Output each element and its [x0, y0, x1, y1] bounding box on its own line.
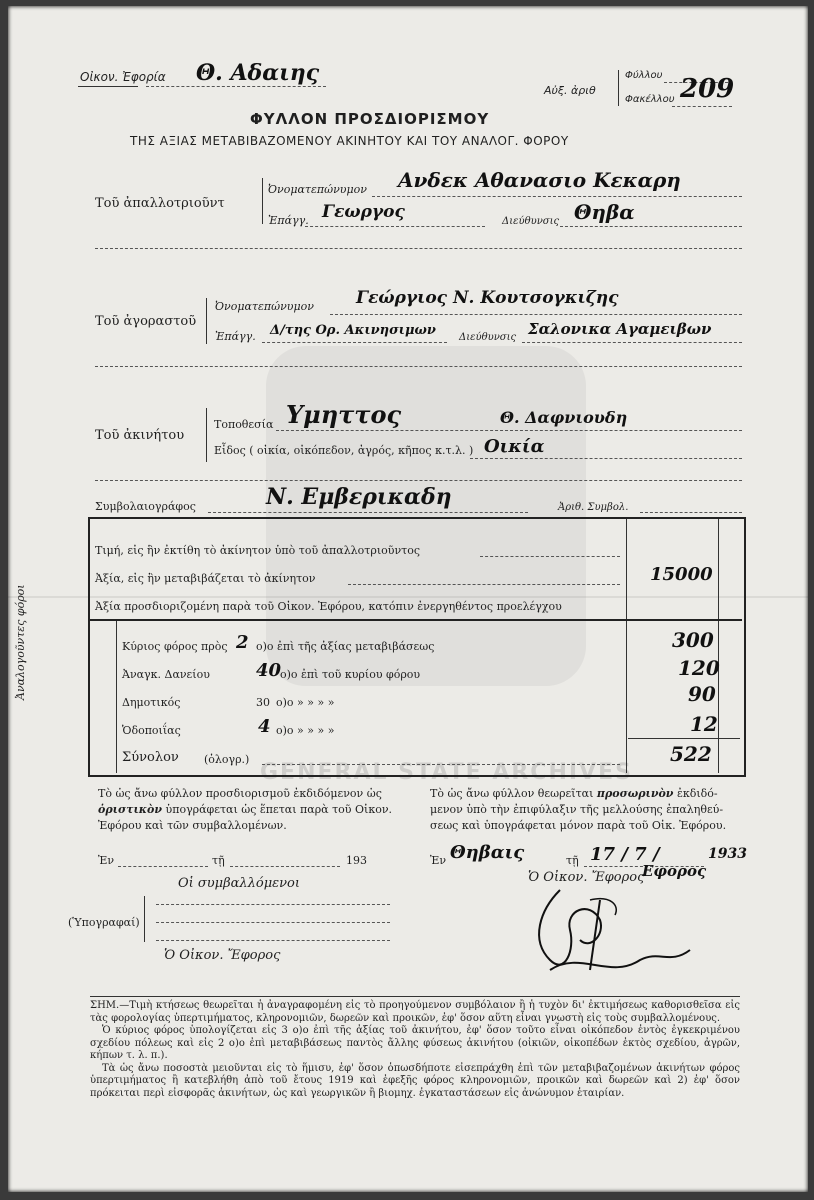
left-officer-label: Ὁ Οἰκον. Ἔφορος — [164, 948, 281, 963]
total-value: 522 — [670, 742, 712, 766]
buyer-address-value: Σαλονικα Αγαμειβων — [528, 320, 712, 338]
tax-row-roads-rate: 4 — [258, 716, 271, 737]
seller-name-value: Ανδεκ Αθανασιο Κεκαρη — [398, 168, 681, 192]
signature-line-1 — [156, 904, 390, 905]
form-title: ΦΥΛΛΟΝ ΠΡΟΣΔΙΟΡΙΣΜΟΥ — [250, 110, 490, 128]
value-row-asking-label: Τιμή, εἰς ἣν ἐκτίθη τὸ ἀκίνητον ὑπὸ τοῦ ἀπαλλοτριοῦντος — [95, 544, 421, 557]
provisional-sheet-text — [430, 786, 750, 834]
tax-row-municipal-label: Δημοτικός — [122, 696, 181, 709]
tax-row-roads-value: 12 — [690, 712, 718, 736]
value-row-transfer-label: Ἀξία, εἰς ἣν μεταβιβάζεται τὸ ἀκίνητον — [95, 572, 316, 585]
tax-row-roads-label: Ὁδοποιΐας — [122, 724, 181, 737]
right-date-prefix: Ἐν — [430, 854, 447, 867]
signatures-label: (Ὑπογραφαί) — [68, 916, 140, 929]
note-paragraph-1: ΣΗΜ.—Τιμὴ κτήσεως θεωρεῖται ἡ ἀναγραφομένη εἰς τὸ προηγούμενον συμβόλαιον ἢ ἡ τυχὸν δι' ἐκτιμήσεως καθορισθεῖσα εἰς τὰς φορολογίας ὑπερτιμήματος, κληρονομιῶν, δωρεῶν καὶ προικῶν, ἐφ' ὅσον αὕτη εἶναι γνωστὴ εἰς τοὺς συμβαλλομένους. — [90, 1000, 740, 1024]
tax-office-value: Θ. Αδαιης — [196, 60, 320, 86]
signature-line-3 — [156, 940, 390, 941]
left-date-prefix: Ἐν — [98, 854, 115, 867]
property-type-value: Οικία — [484, 436, 545, 457]
right-date-value: 17 / 7 / — [590, 844, 660, 865]
buyer-address-line — [522, 342, 742, 343]
form-subtitle: ΤΗΣ ΑΞΙΑΣ ΜΕΤΑΒΙΒΑΖΟΜΕΝΟΥ ΑΚΙΝΗΤΟΥ ΚΑΙ ΤΟΥ ΑΝΑΛΟΓ. ΦΟΡΟΥ — [130, 134, 569, 148]
final-sheet-text-line-3: Ἐφόρου καὶ τῶν συμβαλλομένων. — [98, 819, 287, 832]
value-row-assessed-label: Ἀξία προσδιοριζομένη παρὰ τοῦ Οἰκον. Ἐφόρου, κατόπιν ἐνεργηθέντος προελέγχου — [95, 600, 562, 613]
left-date-year: 193 — [346, 854, 367, 867]
right-date-year: 1933 — [708, 846, 747, 862]
right-officer-label: Ὁ Οἰκον. Ἔφορος — [528, 870, 645, 885]
signatures-brace — [144, 896, 145, 942]
tax-office-line — [146, 86, 326, 87]
buyer-brace — [206, 298, 207, 344]
value-row-transfer-dots — [348, 584, 620, 585]
tax-row-main-label: Κύριος φόρος πρὸς — [122, 640, 228, 653]
tax-row-main-rate: 2 — [236, 632, 249, 653]
buyer-profession-line — [262, 342, 447, 343]
buyer-name-label: Ὀνοματεπώνυμον — [215, 300, 314, 313]
tax-office-label: Οἰκον. Ἐφορία — [80, 70, 166, 84]
notary-line — [208, 512, 528, 513]
note-paragraph-3: Τὰ ὡς ἄνω ποσοστὰ μειοῦνται εἰς τὸ ἥμισυ, ἐφ' ὅσον ὁπωσδήποτε εἰσεπράχθη ἐπὶ τῶν μεταβιβαζομένων ἀκινήτων φόρος ὑπερτιμήματος ἢ κατεβλήθη ἀπὸ τοῦ ἔτους 1919 καὶ ἐφεξῆς φόρος κληρονομιῶν, προικῶν καὶ δωρεῶν καὶ 2) ἐφ' ὅσον πρόκειται περὶ εἰσφορᾶς ἀκινήτων, ὡς καὶ γεωργικῶν ἢ βιομηχ. ἐγκαταστάσεων εἰς ἀνώνυμον ἑταιρίαν. — [90, 1062, 740, 1099]
tax-row-loan-rate: 40 — [256, 660, 282, 681]
provisional-sheet-text-line-2: μενον ὑπὸ τὴν ἐπιφύλαξιν τῆς μελλούσης ἐπαληθεύ- — [430, 803, 724, 816]
provisional-sheet-text-line-3: σεως καὶ ὑπογράφεται μόνον παρὰ τοῦ Οἰκ. Ἐφόρου. — [430, 819, 727, 832]
final-word: ὁριστικὸν — [98, 803, 163, 816]
file-label: Φακέλλου — [625, 94, 675, 105]
right-date-place: Θηβαις — [450, 842, 525, 863]
tax-row-municipal-value: 90 — [688, 682, 716, 706]
buyer-profession-label: Ἐπάγγ. — [215, 330, 256, 343]
taxes-side-label: Ἀναλογοῦντες φόροι — [14, 584, 27, 700]
table-side-divider — [116, 621, 117, 773]
left-date-place-line — [118, 866, 208, 867]
total-label: Σύνολον — [122, 750, 179, 765]
property-label: Τοῦ ἀκινήτου — [95, 428, 185, 443]
left-date-mid: τῇ — [212, 854, 225, 867]
file-number: 209 — [680, 74, 735, 104]
property-location-value: Υμηττος — [286, 400, 402, 429]
file-line — [672, 106, 732, 107]
officer-signature — [520, 880, 720, 990]
property-type-line — [470, 458, 742, 459]
serial-label: Αὐξ. ἀριθ — [544, 84, 596, 97]
provisional-text-a: Τὸ ὡς ἄνω φύλλον θεωρεῖται — [430, 787, 594, 800]
table-section-divider — [90, 619, 742, 621]
property-extra-line — [95, 480, 742, 481]
seller-name-line — [372, 196, 742, 197]
buyer-profession-value: Δ/της Ορ. Ακινησιμων — [270, 323, 436, 338]
right-officer-hand: Εφορος — [642, 862, 707, 880]
tax-row-main-value: 300 — [672, 628, 714, 652]
serial-brace — [618, 70, 619, 106]
notary-label: Συμβολαιογράφος — [95, 500, 196, 513]
property-location-line — [276, 430, 742, 431]
tax-row-main-suffix: ο)ο ἐπὶ τῆς ἀξίας μεταβιβάσεως — [256, 640, 435, 653]
provisional-sheet-text-line-1 — [430, 786, 750, 802]
tax-row-municipal-suffix: ο)ο » » » » — [276, 696, 335, 709]
notes-section — [90, 1000, 740, 1100]
tax-office-underline — [78, 86, 138, 87]
buyer-extra-line — [95, 366, 742, 367]
buyer-address-label: Διεύθυνσις — [459, 332, 517, 343]
sheet-label: Φύλλου — [625, 70, 663, 81]
contracting-parties-label: Οἱ συμβαλλόμενοι — [178, 876, 300, 891]
property-location-extra: Θ. Δαφνιουδη — [500, 408, 628, 427]
seller-brace — [262, 178, 263, 224]
buyer-name-line — [330, 314, 742, 315]
seller-extra-line — [95, 248, 742, 249]
tax-row-municipal-rate: 30 — [256, 696, 270, 709]
final-sheet-text — [98, 786, 398, 834]
tax-row-roads-suffix: ο)ο » » » » — [276, 724, 335, 737]
buyer-label: Τοῦ ἀγοραστοῦ — [95, 314, 197, 329]
contract-number-line — [640, 512, 742, 513]
value-row-transfer-value: 15000 — [650, 564, 713, 585]
property-type-label: Εἶδος ( οἰκία, οἰκόπεδον, ἀγρός, κῆπος κ.τ.λ. ) — [214, 444, 474, 457]
tax-row-loan-value: 120 — [678, 656, 720, 680]
final-sheet-text-line-1: Τὸ ὡς ἄνω φύλλον προσδιορισμοῦ ἐκδιδόμενον ὡς — [98, 787, 382, 800]
tax-sum-line — [628, 738, 740, 739]
left-date-day-line — [230, 866, 340, 867]
contract-number-label: Ἀριθ. Συμβολ. — [558, 502, 629, 513]
note-paragraph-2: Ὁ κύριος φόρος ὑπολογίζεται εἰς 3 ο)ο ἐπὶ τῆς ἀξίας τοῦ ἀκινήτου, ἐφ' ὅσον τοῦτο εἶναι οἰκόπεδον ἐντὸς ἐγκεκριμένου σχεδίου πόλεως καὶ εἰς 2 ο)ο ἐπὶ μεταβιβάσεως παντὸς ἄλλης φύσεως ἀκινήτου (οἰκιῶν, οἰκοπέδων ἐκτὸς σχεδίου, ἀγρῶν, κήπων τ. λ. π.). — [90, 1025, 740, 1061]
table-col-divider-2 — [718, 519, 719, 773]
total-sub-label: (ὁλογρ.) — [204, 753, 250, 766]
property-location-label: Τοποθεσία — [214, 418, 274, 431]
final-sheet-text-rest: ὑπογράφεται ὡς ἕπεται παρὰ τοῦ Οἰκον. — [165, 803, 392, 816]
right-date-mid: τῇ — [566, 854, 579, 867]
tax-row-loan-suffix: ο)ο ἐπὶ τοῦ κυρίου φόρου — [280, 668, 421, 681]
provisional-word: προσωρινὸν — [596, 787, 674, 800]
buyer-name-value: Γεώργιος Ν. Κουτσογκιζης — [356, 288, 619, 308]
value-row-asking-dots — [480, 556, 620, 557]
seller-profession-value: Γεωργος — [322, 202, 405, 222]
provisional-text-b: ἐκδιδό- — [676, 787, 718, 800]
seller-address-value: Θηβα — [574, 200, 635, 224]
notes-divider — [90, 996, 740, 997]
total-line — [262, 764, 620, 765]
seller-address-label: Διεύθυνσις — [502, 216, 560, 227]
seller-address-line — [560, 226, 742, 227]
property-brace — [206, 408, 207, 462]
signature-line-2 — [156, 922, 390, 923]
tax-row-loan-label: Ἀναγκ. Δανείου — [122, 668, 210, 681]
seller-profession-label: Ἐπάγγ. — [268, 214, 309, 227]
seller-profession-line — [305, 226, 485, 227]
table-col-divider — [626, 519, 627, 773]
seller-name-label: Ὀνοματεπώνυμον — [268, 183, 367, 196]
notary-value: Ν. Εμβερικαδη — [266, 484, 452, 510]
seller-label: Τοῦ ἀπαλλοτριοῦντ — [95, 196, 225, 211]
final-sheet-text-line-2 — [98, 802, 398, 818]
archive-watermark-text: GENERAL STATE ARCHIVES — [260, 760, 633, 785]
